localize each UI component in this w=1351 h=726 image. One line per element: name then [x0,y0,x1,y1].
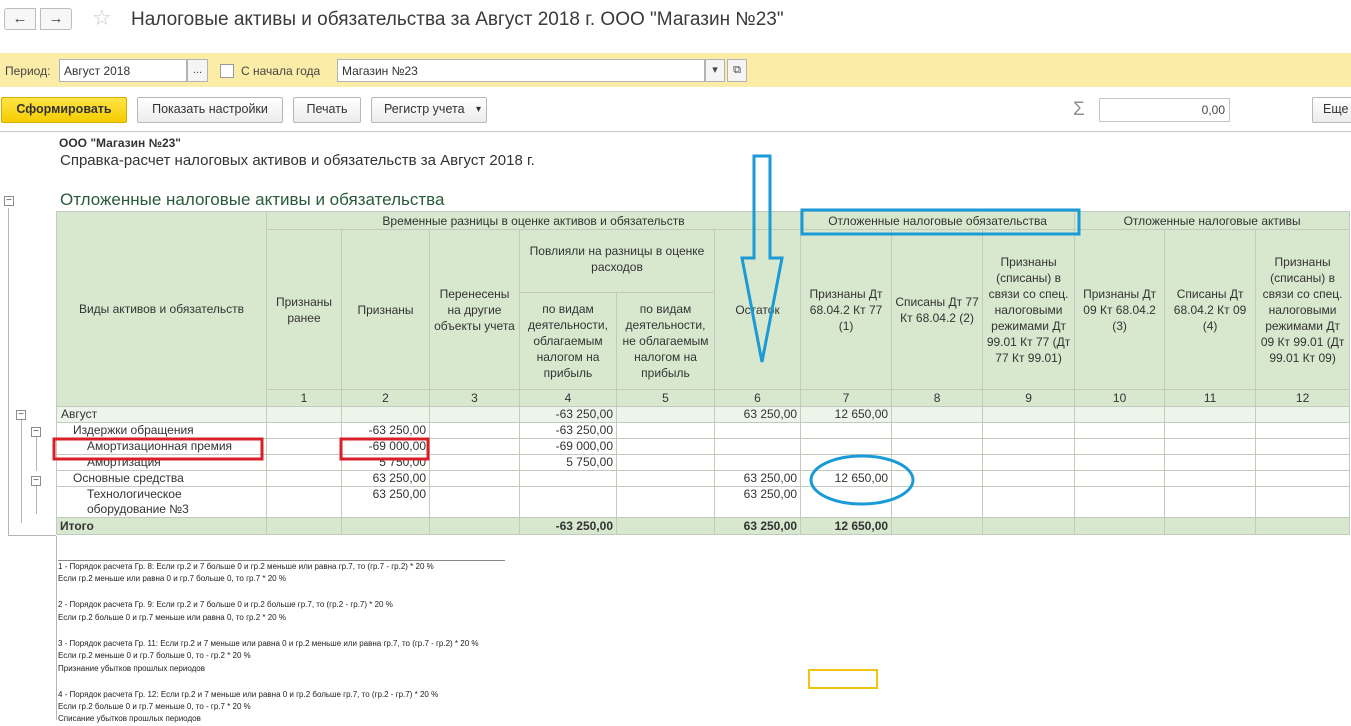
note-line: 1 - Порядок расчета Гр. 8: Если гр.2 и 7 больше 0 и гр.2 меньше или равна гр.7, то (гр.7 - гр.2) * 20 % [58,562,434,571]
sum-field: 0,00 [1099,98,1230,122]
header-liab-special: Признаны (списаны) в связи со спец. налоговыми режимами Дт 99.01 Кт 77 (Дт 77 Кт 99.01) [983,230,1075,390]
back-icon[interactable]: ← [4,8,36,30]
table-cell: 12 650,00 [801,471,892,487]
table-cell: -69 000,00 [520,439,617,455]
header-kinds: Виды активов и обязательств [57,212,267,407]
column-number: 6 [715,390,801,407]
table-cell: -63 250,00 [520,423,617,439]
collapse-costs-icon[interactable]: − [31,427,41,437]
header-balance: Остаток [715,230,801,390]
table-cell: 63 250,00 [342,471,430,487]
total-cell: -63 250,00 [520,518,617,535]
header-by-nontaxable: по видам деятельности, не облагаемым налогом на прибыль [617,293,715,390]
collapse-fixed-assets-icon[interactable]: − [31,476,41,486]
column-number: 2 [342,390,430,407]
column-number: 9 [983,390,1075,407]
row-name: Август [57,407,267,423]
window-title: Налоговые активы и обязательства за Август 2018 г. ООО "Магазин №23" [131,9,784,30]
header-deferred-liabilities: Отложенные налоговые обязательства [801,212,1075,230]
row-name: Амортизация [57,455,267,471]
header-by-taxable: по видам деятельности, облагаемым налогом на прибыль [520,293,617,390]
collapse-august-icon[interactable]: − [16,410,26,420]
empty-selection-box [809,670,877,688]
column-number: 12 [1256,390,1350,407]
table-cell: 5 750,00 [520,455,617,471]
table-cell: 12 650,00 [801,407,892,423]
header-recognized-before: Признаны ранее [267,230,342,390]
highlight-amortization-premium [54,439,262,459]
register-button-label: Регистр учета [384,102,465,116]
table-cell: -63 250,00 [342,423,430,439]
forward-icon[interactable]: → [40,8,72,30]
header-deferred-assets: Отложенные налоговые активы [1075,212,1350,230]
period-input[interactable]: Август 2018 [59,59,187,82]
row-name: Технологическое оборудование №3 [57,487,267,518]
table-cell: 5 750,00 [342,455,430,471]
total-cell: 12 650,00 [801,518,892,535]
chevron-down-icon: ▾ [475,104,481,115]
column-number: 7 [801,390,892,407]
note-line: 4 - Порядок расчета Гр. 12: Если гр.2 и 7 меньше или равна 0 и гр.2 больше гр.7, то (гр.2 - гр.7) * 20 % [58,689,439,699]
show-settings-button[interactable]: Показать настройки [137,97,283,123]
table-cell: -63 250,00 [520,407,617,423]
arrow-down-icon [742,156,782,362]
section-title: Отложенные налоговые активы и обязательства [60,190,445,209]
generate-button[interactable]: Сформировать [1,97,127,123]
sigma-icon: Σ [1073,99,1085,120]
header-temp-diff: Временные разницы в оценке активов и обязательств [267,212,801,230]
row-name: Основные средства [57,471,267,487]
total-label: Итого [57,518,267,535]
column-number: 3 [430,390,520,407]
collapse-section-icon[interactable]: − [4,196,14,206]
organization-open-icon[interactable]: ⧉ [727,59,747,82]
period-select-button[interactable]: ... [187,59,208,82]
table-cell: 63 250,00 [715,487,801,518]
note-line: 3 - Порядок расчета Гр. 11: Если гр.2 и 7 меньше или равна 0 и гр.2 меньше или равна гр.7, то (гр.7 - гр.2) * 20 % [58,638,479,648]
header-transferred: Перенесены на другие объекты учета [430,230,520,390]
column-number: 4 [520,390,617,407]
column-number: 8 [892,390,983,407]
note-line: Признание убытков прошлых периодов [58,663,205,673]
column-number: 10 [1075,390,1165,407]
from-year-start-label: С начала года [241,64,321,78]
organization-input[interactable]: Магазин №23 [337,59,705,82]
row-name: Издержки обращения [57,423,267,439]
report-org: ООО "Магазин №23" [59,136,181,150]
note-line: Если гр.2 меньше или равна 0 и гр.7 больше 0, то гр.7 * 20 % [58,574,286,584]
header-affected: Повлияли на разницы в оценке расходов [520,230,715,293]
column-number: 11 [1165,390,1256,407]
highlight-header-liabilities [802,210,1079,234]
print-button[interactable]: Печать [293,97,361,123]
header-liab-recognized: Признаны Дт 68.04.2 Кт 77 (1) [801,230,892,390]
table-cell: -69 000,00 [342,439,430,455]
report-title: Справка-расчет налоговых активов и обязательств за Август 2018 г. [60,152,535,169]
table-cell: 63 250,00 [715,471,801,487]
note-line: Списание убытков прошлых периодов [58,714,201,724]
column-number: 5 [617,390,715,407]
favorite-star-icon[interactable]: ☆ [92,5,112,30]
more-button[interactable]: Еще [1312,97,1351,123]
column-number: 1 [267,390,342,407]
header-assets-written-off: Списаны Дт 68.04.2 Кт 09 (4) [1165,230,1256,390]
highlight-amortization-value [341,439,428,459]
header-assets-special: Признаны (списаны) в связи со спец. налоговыми режимами Дт 09 Кт 99.01 (Дт 99.01 Кт 09) [1256,230,1350,390]
header-recognized: Признаны [342,230,430,390]
note-line: Если гр.2 меньше 0 и гр.7 больше 0, то - гр.2 * 20 % [58,651,251,661]
period-label: Период: [5,64,51,78]
table-cell: 63 250,00 [342,487,430,518]
note-line: Если гр.2 больше 0 и гр.7 меньше или равна 0, то гр.2 * 20 % [58,612,286,622]
note-line: Если гр.2 больше 0 и гр.7 меньше 0, то - гр.7 * 20 % [58,702,251,712]
highlight-ellipse-12650 [811,456,913,504]
header-assets-recognized: Признаны Дт 09 Кт 68.04.2 (3) [1075,230,1165,390]
header-liab-written-off: Списаны Дт 77 Кт 68.04.2 (2) [892,230,983,390]
total-cell: 63 250,00 [715,518,801,535]
table-cell: 63 250,00 [715,407,801,423]
row-name: Амортизационная премия [57,439,267,455]
note-line: 2 - Порядок расчета Гр. 9: Если гр.2 и 7 больше 0 и гр.2 больше гр.7, то (гр.2 - гр.7) * 20 % [58,600,393,610]
organization-dropdown-icon[interactable]: ▾ [705,59,725,82]
